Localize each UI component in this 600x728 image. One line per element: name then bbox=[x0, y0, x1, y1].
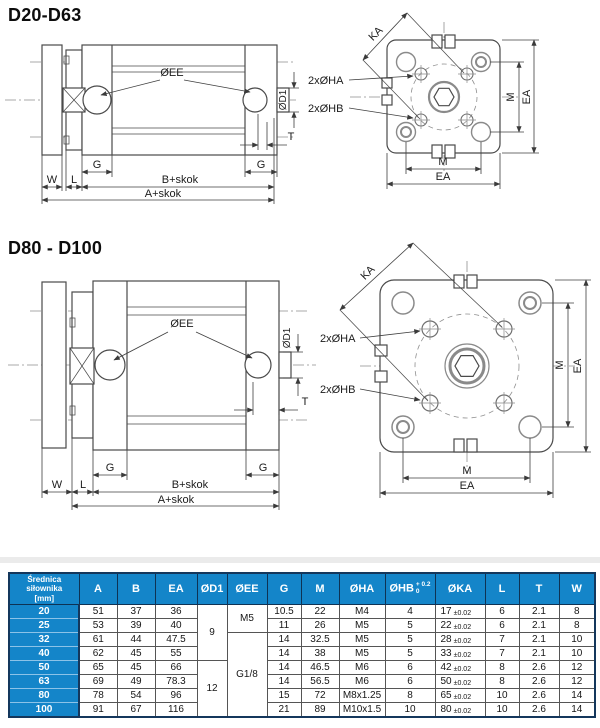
oka-tolerance: ±0.02 bbox=[453, 708, 472, 715]
cell-w: 8 bbox=[559, 605, 595, 619]
label-b-skok: B+skok bbox=[161, 174, 199, 186]
col-header-ohb bbox=[385, 573, 435, 605]
label-ka: KA bbox=[358, 263, 378, 283]
label-m-vert: M bbox=[505, 92, 517, 102]
cell-ohb: 6 bbox=[385, 661, 435, 675]
cell-oha: M5 bbox=[339, 647, 385, 661]
cell-b: 45 bbox=[117, 647, 155, 661]
cell-m: 72 bbox=[301, 689, 339, 703]
cell-l: 8 bbox=[485, 661, 519, 675]
header-row bbox=[9, 573, 595, 605]
cell-a: 53 bbox=[79, 619, 117, 633]
header-ohb-text: ØHB bbox=[389, 582, 414, 595]
label-oha: 2xØHA bbox=[320, 333, 356, 345]
row-diameter: 32 bbox=[9, 633, 79, 647]
table-row bbox=[9, 703, 595, 718]
front-view-drawing-d80-d100 bbox=[320, 235, 600, 530]
cell-g: 15 bbox=[267, 689, 301, 703]
cell-a: 78 bbox=[79, 689, 117, 703]
oka-value: 33 bbox=[440, 648, 452, 659]
oka-tolerance: ±0.02 bbox=[453, 638, 472, 645]
cell-t: 2.6 bbox=[519, 675, 559, 689]
cell-t: 2.1 bbox=[519, 619, 559, 633]
label-l: L bbox=[70, 174, 78, 186]
label-ea-horiz: EA bbox=[435, 171, 451, 183]
cell-od1-merged: 12 bbox=[197, 661, 227, 718]
label-a-skok: A+skok bbox=[144, 188, 182, 200]
cell-w: 8 bbox=[559, 619, 595, 633]
col-header-l: L bbox=[485, 573, 519, 605]
oka-tolerance: ±0.02 bbox=[453, 680, 472, 687]
label-oee: ØEE bbox=[170, 318, 194, 330]
end-cap-face bbox=[375, 275, 553, 452]
oka-value: 22 bbox=[440, 620, 452, 631]
cell-a: 61 bbox=[79, 633, 117, 647]
cell-g: 14 bbox=[267, 633, 301, 647]
cell-od1-merged: 9 bbox=[197, 605, 227, 661]
cell-oha: M8x1.25 bbox=[339, 689, 385, 703]
cell-m: 22 bbox=[301, 605, 339, 619]
cell-ohb: 5 bbox=[385, 633, 435, 647]
cell-b: 39 bbox=[117, 619, 155, 633]
oka-value: 80 bbox=[440, 704, 452, 715]
cell-w: 12 bbox=[559, 661, 595, 675]
cell-a: 65 bbox=[79, 661, 117, 675]
cell-l: 7 bbox=[485, 647, 519, 661]
oka-tolerance: ±0.02 bbox=[453, 694, 472, 701]
oka-value: 65 bbox=[440, 690, 452, 701]
label-oee: ØEE bbox=[160, 67, 184, 79]
table-row bbox=[9, 647, 595, 661]
cell-w: 14 bbox=[559, 703, 595, 718]
cell-oha: M5 bbox=[339, 633, 385, 647]
section-title-d80-d100: D80 - D100 bbox=[8, 238, 103, 258]
cell-b: 45 bbox=[117, 661, 155, 675]
cell-a: 51 bbox=[79, 605, 117, 619]
header-diameter-line3: [mm] bbox=[34, 593, 55, 603]
section-title-d20-d63: D20-D63 bbox=[8, 5, 82, 25]
col-header-diameter bbox=[9, 573, 79, 605]
row-diameter: 25 bbox=[9, 619, 79, 633]
label-w: W bbox=[46, 174, 58, 186]
col-header-oee: ØEE bbox=[227, 573, 267, 605]
col-header-a: A bbox=[79, 573, 117, 605]
side-view-drawing-d20-d63 bbox=[0, 0, 300, 212]
cell-l: 6 bbox=[485, 605, 519, 619]
center-hex-socket bbox=[434, 88, 454, 105]
cell-l: 10 bbox=[485, 689, 519, 703]
row-diameter: 100 bbox=[9, 703, 79, 718]
cell-m: 56.5 bbox=[301, 675, 339, 689]
cell-g: 14 bbox=[267, 647, 301, 661]
cell-b: 44 bbox=[117, 633, 155, 647]
cell-g: 14 bbox=[267, 675, 301, 689]
cell-l: 10 bbox=[485, 703, 519, 718]
oka-value: 50 bbox=[440, 676, 452, 687]
cell-ea: 55 bbox=[155, 647, 197, 661]
front-view-drawing-d20-d63 bbox=[300, 0, 600, 228]
col-header-t: T bbox=[519, 573, 559, 605]
cell-t: 2.6 bbox=[519, 661, 559, 675]
label-od1: ØD1 bbox=[282, 327, 293, 349]
center-hex-socket bbox=[455, 356, 479, 377]
cell-m: 26 bbox=[301, 619, 339, 633]
cell-ea: 116 bbox=[155, 703, 197, 718]
cell-ohb: 6 bbox=[385, 675, 435, 689]
cell-ohb: 4 bbox=[385, 605, 435, 619]
label-ea-vert: EA bbox=[572, 358, 584, 374]
cell-ohb: 5 bbox=[385, 647, 435, 661]
label-g-left: G bbox=[92, 159, 102, 171]
label-m-horiz: M bbox=[462, 465, 472, 477]
label-m-vert: M bbox=[554, 360, 566, 370]
cell-oka bbox=[435, 675, 485, 689]
label-g-left: G bbox=[105, 462, 115, 474]
side-view-drawing-d80-d100 bbox=[0, 230, 320, 522]
col-header-m: M bbox=[301, 573, 339, 605]
table-row bbox=[9, 661, 595, 675]
cell-oka bbox=[435, 703, 485, 718]
cell-g: 14 bbox=[267, 661, 301, 675]
label-ohb: 2xØHB bbox=[308, 103, 344, 115]
header-ohb-tol-plus: + 0.2 bbox=[415, 581, 431, 589]
col-header-b: B bbox=[117, 573, 155, 605]
cylinder-body bbox=[42, 45, 289, 155]
cell-l: 8 bbox=[485, 675, 519, 689]
cell-oha: M10x1.5 bbox=[339, 703, 385, 718]
cell-oka bbox=[435, 619, 485, 633]
cell-w: 10 bbox=[559, 633, 595, 647]
label-l: L bbox=[79, 479, 87, 491]
col-header-oha: ØHA bbox=[339, 573, 385, 605]
table-row bbox=[9, 633, 595, 647]
cell-m: 38 bbox=[301, 647, 339, 661]
cell-ohb: 8 bbox=[385, 689, 435, 703]
oka-tolerance: ±0.02 bbox=[453, 666, 472, 673]
cell-ohb: 10 bbox=[385, 703, 435, 718]
cell-m: 32.5 bbox=[301, 633, 339, 647]
oka-tolerance: ±0.02 bbox=[453, 652, 472, 659]
cell-oka bbox=[435, 661, 485, 675]
header-ohb-tol-zero: 0 bbox=[415, 588, 420, 595]
header-diameter-line2: siłownika bbox=[26, 584, 63, 594]
table-row bbox=[9, 619, 595, 633]
cell-t: 2.1 bbox=[519, 605, 559, 619]
cell-w: 14 bbox=[559, 689, 595, 703]
cell-m: 46.5 bbox=[301, 661, 339, 675]
cell-m: 89 bbox=[301, 703, 339, 718]
cell-ea: 96 bbox=[155, 689, 197, 703]
end-cap-face bbox=[382, 35, 500, 158]
port-hole-left bbox=[95, 350, 125, 380]
label-t: T bbox=[301, 396, 309, 408]
cell-oka bbox=[435, 647, 485, 661]
label-m-horiz: M bbox=[438, 156, 448, 168]
cell-b: 49 bbox=[117, 675, 155, 689]
spec-table bbox=[8, 572, 596, 718]
cell-a: 91 bbox=[79, 703, 117, 718]
cell-ea: 36 bbox=[155, 605, 197, 619]
cell-t: 2.6 bbox=[519, 689, 559, 703]
cell-g: 10.5 bbox=[267, 605, 301, 619]
separator-line bbox=[0, 557, 600, 563]
cell-b: 37 bbox=[117, 605, 155, 619]
col-header-ea: EA bbox=[155, 573, 197, 605]
table-row bbox=[9, 675, 595, 689]
col-header-w: W bbox=[559, 573, 595, 605]
cell-b: 67 bbox=[117, 703, 155, 718]
cell-l: 6 bbox=[485, 619, 519, 633]
rod-end bbox=[279, 352, 291, 378]
cell-t: 2.1 bbox=[519, 633, 559, 647]
port-hole-right bbox=[245, 352, 271, 378]
cell-ea: 47.5 bbox=[155, 633, 197, 647]
spec-table-container bbox=[8, 572, 596, 718]
label-a-skok: A+skok bbox=[157, 494, 195, 506]
table-row bbox=[9, 689, 595, 703]
row-diameter: 40 bbox=[9, 647, 79, 661]
cell-g: 11 bbox=[267, 619, 301, 633]
label-w: W bbox=[51, 479, 63, 491]
cell-ea: 40 bbox=[155, 619, 197, 633]
oka-value: 28 bbox=[440, 634, 452, 645]
cell-ea: 78.3 bbox=[155, 675, 197, 689]
header-diameter-line1: Średnica bbox=[27, 575, 62, 585]
cell-b: 54 bbox=[117, 689, 155, 703]
cell-oha: M6 bbox=[339, 661, 385, 675]
cell-a: 62 bbox=[79, 647, 117, 661]
cylinder-body bbox=[42, 281, 291, 450]
cell-oka bbox=[435, 605, 485, 619]
table-row bbox=[9, 605, 595, 619]
cell-ea: 66 bbox=[155, 661, 197, 675]
oka-tolerance: ±0.02 bbox=[453, 624, 472, 631]
label-g-right: G bbox=[256, 159, 266, 171]
cell-oee-merged: G1/8 bbox=[227, 633, 267, 718]
row-diameter: 50 bbox=[9, 661, 79, 675]
cell-g: 21 bbox=[267, 703, 301, 718]
cell-l: 7 bbox=[485, 633, 519, 647]
label-od1: ØD1 bbox=[278, 89, 289, 111]
row-diameter: 20 bbox=[9, 605, 79, 619]
label-oha: 2xØHA bbox=[308, 75, 344, 87]
row-diameter: 80 bbox=[9, 689, 79, 703]
cell-w: 10 bbox=[559, 647, 595, 661]
cell-oha: M6 bbox=[339, 675, 385, 689]
label-b-skok: B+skok bbox=[171, 479, 209, 491]
cell-oha: M4 bbox=[339, 605, 385, 619]
label-g-right: G bbox=[258, 462, 268, 474]
cell-oha: M5 bbox=[339, 619, 385, 633]
label-ea-vert: EA bbox=[521, 89, 533, 105]
cell-w: 12 bbox=[559, 675, 595, 689]
oka-tolerance: ±0.02 bbox=[453, 610, 472, 617]
row-diameter: 63 bbox=[9, 675, 79, 689]
cell-t: 2.6 bbox=[519, 703, 559, 718]
cell-oka bbox=[435, 633, 485, 647]
col-header-od1: ØD1 bbox=[197, 573, 227, 605]
port-hole-left bbox=[83, 86, 111, 114]
cell-t: 2.1 bbox=[519, 647, 559, 661]
col-header-oka: ØKA bbox=[435, 573, 485, 605]
col-header-g: G bbox=[267, 573, 301, 605]
oka-value: 42 bbox=[440, 662, 452, 673]
oka-value: 17 bbox=[440, 606, 452, 617]
label-ka: KA bbox=[366, 24, 386, 44]
label-ea-horiz: EA bbox=[459, 480, 475, 492]
label-t: T bbox=[287, 131, 295, 143]
cell-oee-merged: M5 bbox=[227, 605, 267, 633]
cell-oka bbox=[435, 689, 485, 703]
label-ohb: 2xØHB bbox=[320, 384, 356, 396]
cell-a: 69 bbox=[79, 675, 117, 689]
cell-ohb: 5 bbox=[385, 619, 435, 633]
